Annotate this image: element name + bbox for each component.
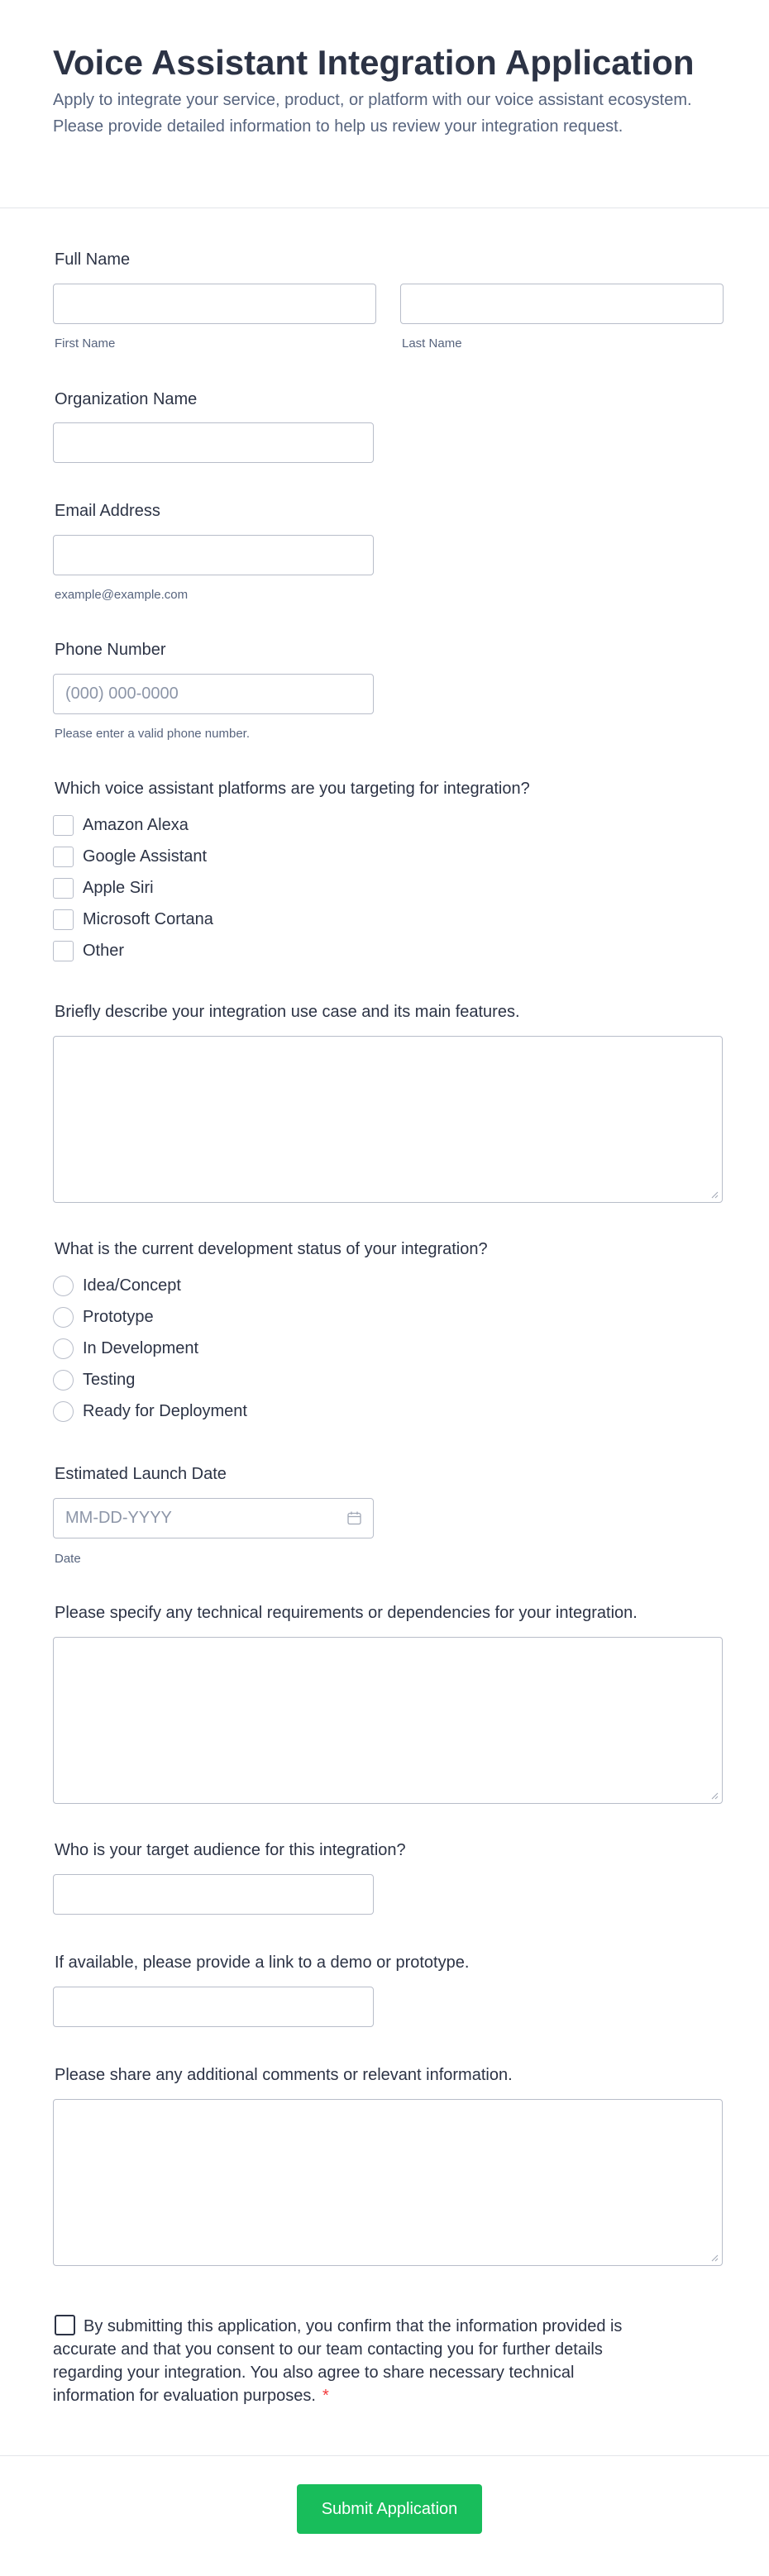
option-label: Apple Siri [83,878,154,897]
radio-button[interactable] [53,1307,74,1328]
radio-button[interactable] [53,1276,74,1296]
calendar-icon[interactable] [347,1511,361,1525]
organization-label: Organization Name [55,390,198,408]
phone-sublabel: Please enter a valid phone number. [55,727,250,741]
resize-grip-icon[interactable] [710,1791,719,1800]
consent-checkbox[interactable] [55,2315,75,2335]
checkbox[interactable] [53,878,74,899]
tech-requirements-label: Please specify any technical requirements or dependencies for your integration. [55,1604,638,1622]
status-option-in-development[interactable] [53,1338,198,1359]
first-name-input[interactable] [53,284,376,324]
checkbox[interactable] [53,909,74,930]
full-name-label: Full Name [55,250,131,269]
resize-grip-icon[interactable] [710,2254,719,2262]
dev-status-label: What is the current development status of your integration? [55,1240,488,1258]
comments-label: Please share any additional comments or relevant information. [55,2066,513,2084]
status-option-prototype[interactable] [53,1306,154,1328]
use-case-textarea[interactable] [53,1036,723,1203]
option-label: Other [83,941,125,960]
launch-date-sublabel: Date [55,1552,81,1566]
checkbox[interactable] [53,941,74,961]
comments-textarea[interactable] [53,2099,723,2266]
platform-option-google[interactable] [53,846,207,867]
consent-text: By submitting this application, you confirm that the information provided is accurate and that you consent to our team contacting you for further details regarding your integration. You also agree to share necessary technical information for evaluation purposes. [53,2317,623,2405]
first-name-sublabel: First Name [55,336,116,351]
launch-date-label: Estimated Launch Date [55,1465,227,1483]
option-label: Google Assistant [83,847,208,866]
option-label: Idea/Concept [83,1276,181,1295]
audience-input[interactable] [53,1874,374,1915]
submit-button[interactable]: Submit Application [297,2484,482,2534]
option-label: Microsoft Cortana [83,909,213,928]
platform-option-alexa[interactable] [53,814,189,836]
email-input[interactable] [53,535,374,575]
checkbox[interactable] [53,847,74,867]
launch-date-field[interactable] [53,1498,374,1538]
phone-input[interactable] [53,674,374,714]
form-title: Voice Assistant Integration Application [53,43,695,82]
option-label: In Development [83,1338,199,1357]
phone-label: Phone Number [55,641,166,659]
platform-option-other[interactable] [53,940,124,961]
platform-option-siri[interactable] [53,877,154,899]
tech-requirements-textarea[interactable] [53,1637,723,1804]
radio-button[interactable] [53,1338,74,1359]
last-name-sublabel: Last Name [402,336,462,351]
status-option-ready[interactable] [53,1400,247,1422]
option-label: Ready for Deployment [83,1401,247,1420]
option-label: Prototype [83,1307,154,1326]
status-option-idea[interactable] [53,1275,181,1296]
last-name-input[interactable] [400,284,724,324]
resize-grip-icon[interactable] [710,1190,719,1199]
checkbox[interactable] [53,815,74,836]
demo-link-input[interactable] [53,1987,374,2027]
organization-input[interactable] [53,422,374,463]
use-case-label: Briefly describe your integration use case and its main features. [55,1003,520,1021]
status-option-testing[interactable] [53,1369,135,1391]
consent-block [53,2315,657,2407]
radio-button[interactable] [53,1370,74,1391]
platforms-label: Which voice assistant platforms are you targeting for integration? [55,780,530,798]
launch-date-input[interactable] [54,1499,335,1538]
radio-button[interactable] [53,1401,74,1422]
required-asterisk: * [322,2387,329,2405]
audience-label: Who is your target audience for this integration? [55,1841,406,1859]
email-sublabel: example@example.com [55,588,189,602]
email-label: Email Address [55,502,160,520]
option-label: Testing [83,1370,136,1389]
form-description: Apply to integrate your service, product, or platform with our voice assistant ecosystem. Please provide detailed information to help us review your integration request. [53,91,692,136]
demo-link-label: If available, please provide a link to a demo or prototype. [55,1953,470,1972]
platform-option-cortana[interactable] [53,909,213,930]
option-label: Amazon Alexa [83,815,189,834]
form-header [0,0,769,208]
